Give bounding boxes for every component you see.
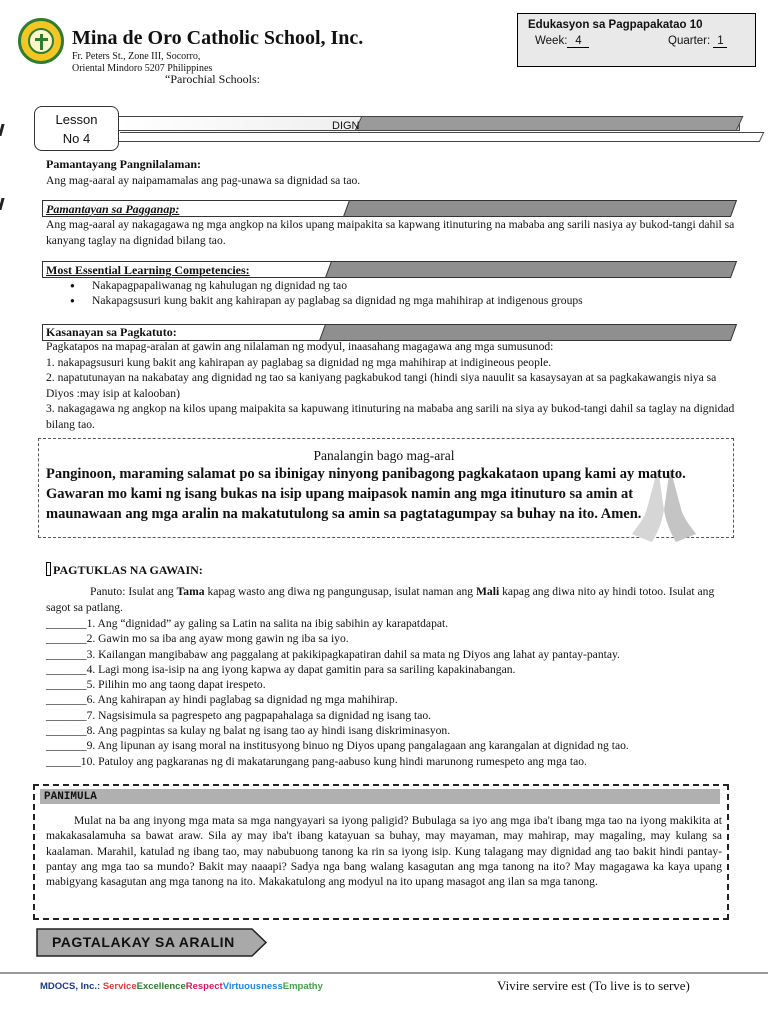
list-item: _______8. Ang pagpintas sa kulay ng balat ng isang tao ay hindi isang diskriminasyon. (46, 724, 451, 738)
melc-list (70, 278, 730, 308)
lesson-label: Lesson (55, 112, 98, 127)
quarter-value: 1 (713, 35, 727, 48)
core-value-respect: Respect (185, 981, 223, 992)
activity-items (46, 616, 746, 769)
list-item: _______1. Ang “dignidad” ay galing sa Latin na salita na ibig sabihin ay karapatdapat. (46, 617, 449, 630)
list-item: ● Nakapagpapaliwanag ng kahulugan ng dignidad ng tao (70, 278, 730, 293)
prayer-text: Panginoon, maraming salamat po sa ibinigay ninyong panibagong pagkakataon upang kami ay matuto. Gawaran mo kami ng isang bukas na isip upang maipasok namin ang mga itinuturo sa amin at maunawaan ang mga aralin na makatutulong sa amin sa pagtatagumpay sa buhay na ito. Amen. (46, 466, 686, 522)
list-item: ______10. Patuloy ang pagkaranas ng di makatarungang pang-aabuso kung hindi marunong rumespeto ang mga tao. (46, 754, 587, 768)
core-value-empathy: Empathy (282, 981, 323, 992)
performance-standard-text: Ang mag-aaral ay nakagagawa ng mga angkop na kilos upang maipakita sa kapwang itinuturing na mababa ang sarili nasiya ay bukod-tangi dahil sa kanyang taglay na dignidad bilang tao. (46, 218, 735, 247)
prayer-title: Panalangin bago mag-aral (313, 448, 455, 463)
lesson-banner-underline (116, 132, 765, 142)
section-bar-shade (325, 261, 737, 278)
margin-mark (0, 198, 5, 210)
learning-skills-heading: Kasanayan sa Pagkatuto: (46, 325, 177, 339)
core-value-service: Service (102, 981, 137, 992)
quarter-field (668, 35, 727, 48)
introduction-heading: PANIMULA (44, 791, 97, 803)
list-item: _______3. Kailangan mangibabaw ang paggalang at pakikipagkapatiran dahil sa mata ng Diyos ang lahat ay pantay-pantay. (46, 647, 620, 661)
list-item: _______7. Nagsisimula sa pagrespeto ang pagpapahalaga sa dignidad ng isang tao. (46, 708, 432, 722)
learning-skills-line: 1. nakapagsusuri kung bakit ang kahirapan ay paglabag sa dignidad ng mga mahihirap at indigineous people. (46, 355, 552, 369)
activity-heading-text: PAGTUKLAS NA GAWAIN: (53, 563, 203, 577)
learning-skills-line: Pagkatapos na mapag-aralan at gawin ang nilalaman ng modyul, inaasahang magagawa ang mga sumusunod: (46, 340, 554, 353)
subject-title: Edukasyon sa Pagpapakatao 10 (528, 19, 703, 31)
list-item: _______4. Lagi mong isa-isip na ang iyong kapwa ay dapat gamitin para sa sariling kapakinabangan. (46, 662, 516, 676)
learning-skills-line: 2. napatutunayan na nakabatay ang dignidad ng tao sa kaniyang pagkabukod tangi (hindi siya nauulit sa kasaysayan at sa pagkakawangis niya sa Diyos :may isip at kalooban) (46, 371, 717, 400)
core-value-virtuousness: Virtuousness (222, 981, 283, 992)
section-bar-shade (343, 200, 737, 217)
discussion-heading: PAGTALAKAY SA ARALIN (52, 934, 235, 950)
learning-skills-text (46, 339, 736, 432)
tama-keyword: Tama (176, 585, 205, 598)
address-line-1: Fr. Peters St., Zone III, Socorro, (72, 51, 201, 62)
activity-heading (46, 562, 203, 578)
list-item: _______6. Ang kahirapan ay hindi paglabag sa dignidad ng mga mahihirap. (46, 693, 398, 707)
list-item: ● Nakapagsusuri kung bakit ang kahirapan ay paglabag sa dignidad ng mga mahihirap at indigenous groups (70, 293, 730, 308)
list-item: _______5. Pilihin mo ang taong dapat irespeto. (46, 678, 266, 692)
week-label: Week: (535, 35, 568, 47)
checkbox-glyph-icon (46, 562, 51, 576)
lesson-topic: DIGN (332, 120, 360, 132)
school-name: Mina de Oro Catholic School, Inc. (72, 27, 364, 49)
lesson-banner-shade (355, 116, 744, 131)
core-value-excellence: Excellence (136, 981, 186, 992)
performance-standard-heading: Pamantayan sa Pagganap: (46, 202, 180, 216)
lesson-number-box (34, 106, 119, 151)
school-logo (18, 18, 64, 64)
list-item: _______2. Gawin mo sa iba ang ayaw mong gawin ng iba sa iyo. (46, 632, 349, 646)
footer-divider (0, 972, 768, 974)
footer-motto: Vivire servire est (To live is to serve) (497, 978, 690, 993)
footer-org: MDOCS, Inc.: (40, 981, 103, 992)
week-value: 4 (567, 35, 589, 48)
list-item: _______9. Ang lipunan ay isang moral na institusyong binuo ng Diyos upang pangalagaan ang karangalan at dignidad ng tao. (46, 739, 629, 753)
margin-mark (0, 124, 5, 136)
lesson-number: No 4 (62, 131, 91, 146)
quarter-label: Quarter: (668, 35, 711, 47)
learning-skills-line: 3. nakagagawa ng angkop na kilos upang maipakita sa kapuwang itinuturing na mababa ang sarili na siya ay bukod-tangi dahil sa taglay na dignidad bilang tao. (46, 402, 735, 431)
footer-core-values (40, 981, 323, 992)
introduction-header-bar (40, 789, 720, 804)
content-standard-text: Ang mag-aaral ay naipamamalas ang pag-unawa sa dignidad sa tao. (46, 174, 361, 187)
activity-instructions: Panuto: Isulat ang Tama kapag wasto ang diwa ng pangungusap, isulat naman ang Mali kapag ang diwa nito ay hindi totoo. Isulat ang sagot sa patlang. (46, 585, 715, 614)
content-standard-heading: Pamantayang Pangnilalaman: (46, 157, 202, 171)
introduction-text: Mulat na ba ang inyong mga mata sa mga nangyayari sa iyong paligid? Bubulaga sa iyo ang mga iba't ibang mga tao na iyong makikita at makakasalamuha sa bawat araw. Sila ay may iba't ibang katayuan sa buhay, may mayaman, may mahirap, may magaling, may kulang sa kaalaman. Marahil, katulad ng ibang tao, may nabubuong tanong ka rin sa iyong isip. Kung talagang may dignidad ang tao bakit hindi pantay-pantay ang mga tao sa mundo? Bakit may naaapi? Sadya nga bang walang kasagutan ang mga tanong na ito? May magagawa ka kaya upang mabigyang kasagutan ang mga tanong na ito. Makakatulong ang modyul na ito upang masagot ang ilan sa mga tanong. (46, 814, 722, 889)
address-line-2: Oriental Mindoro 5207 Philippines (72, 63, 213, 74)
school-tagline: “Parochial Schools: (165, 72, 260, 86)
melc-heading: Most Essential Learning Competencies: (46, 263, 250, 277)
week-field (535, 35, 589, 48)
mali-keyword: Mali (475, 585, 500, 598)
